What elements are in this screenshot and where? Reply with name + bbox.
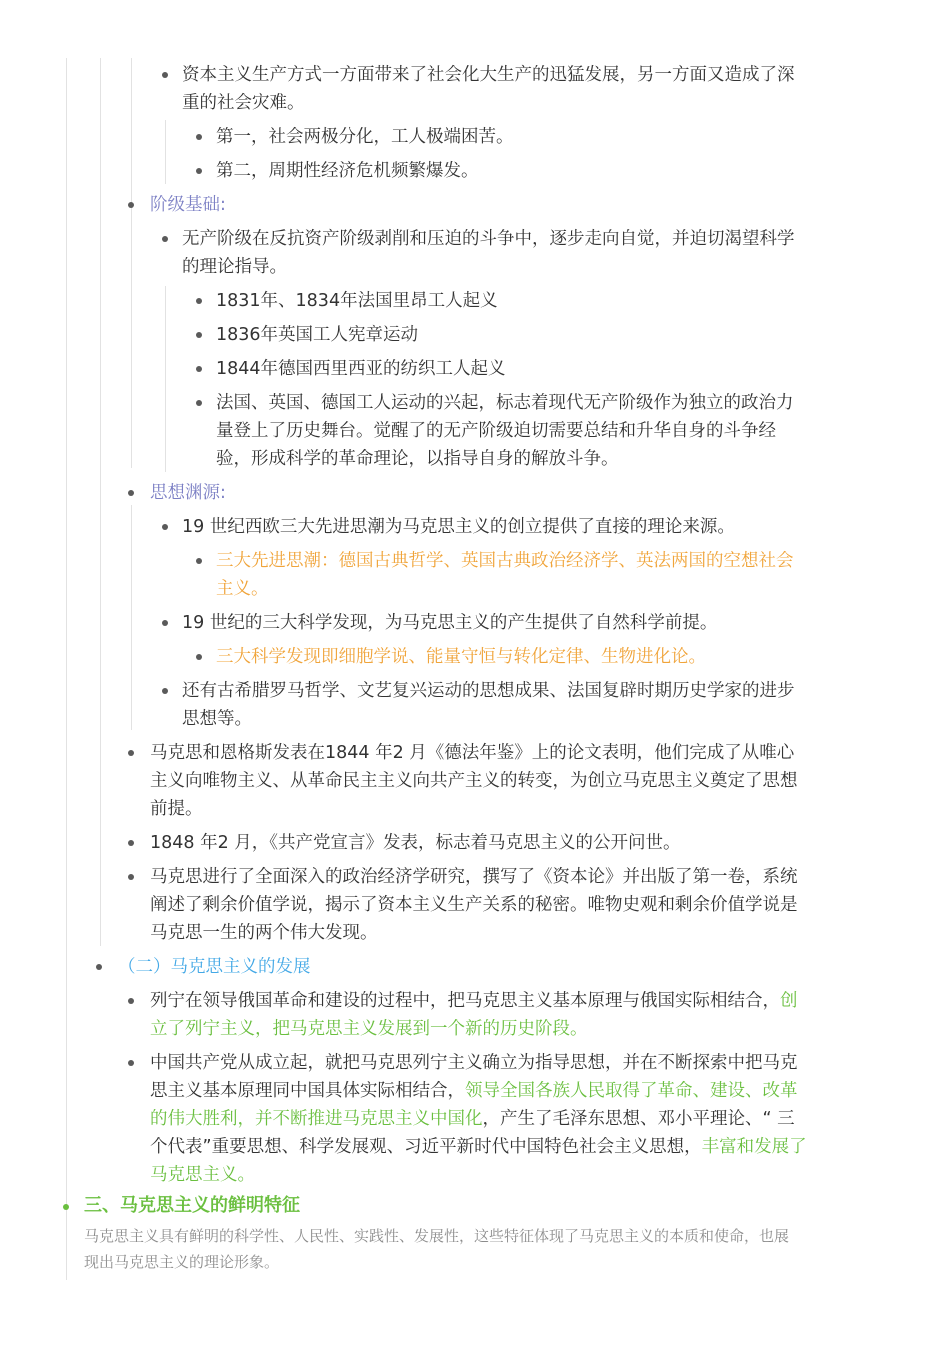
outline-guide-l2b <box>131 505 132 730</box>
subheading-ideological-origin: 思想渊源: <box>150 483 226 503</box>
list-item-text: 列宁在领导俄国革命和建设的过程中，把马克思主义基本原理与俄国实际相结合， <box>150 991 780 1011</box>
outline-guide-l2 <box>131 58 132 468</box>
list-item: 第一，社会两极分化，工人极端困苦。 <box>216 127 514 147</box>
bullet <box>128 840 134 846</box>
bullet <box>128 202 134 208</box>
section-description: 马克思主义具有鲜明的科学性、人民性、实践性、发展性，这些特征体现了马克思主义的本质和使命，也展现出马克思主义的理论形象。 <box>84 1227 790 1271</box>
highlight-text: 领导全国各族人民取得了革命、建设、改革的伟大胜利，并不断推进马克思主义中国化 <box>150 1081 798 1129</box>
list-item: 1831年、1834年法国里昂工人起义 <box>216 291 498 311</box>
bullet <box>196 654 202 660</box>
list-item <box>150 987 808 1043</box>
list-item: 第二，周期性经济危机频繁爆发。 <box>216 161 479 181</box>
bullet <box>196 168 202 174</box>
list-item: 19 世纪西欧三大先进思潮为马克思主义的创立提供了直接的理论来源。 <box>182 517 735 537</box>
list-item: 法国、英国、德国工人运动的兴起，标志着现代无产阶级作为独立的政治力量登上了历史舞台。觉醒了的无产阶级迫切需要总结和升华自身的斗争经验，形成科学的革命理论，以指导自身的解放斗争。 <box>216 393 794 469</box>
outline-guide-l3b <box>165 286 166 472</box>
outline-guide-l3a <box>165 120 166 184</box>
bullet <box>196 134 202 140</box>
bullet <box>196 558 202 564</box>
bullet <box>96 964 102 970</box>
section-heading-development: （二）马克思主义的发展 <box>118 957 311 977</box>
bullet <box>128 490 134 496</box>
bullet <box>162 620 168 626</box>
list-item <box>150 1049 808 1189</box>
bullet <box>63 1204 69 1210</box>
bullet <box>162 524 168 530</box>
bullet <box>196 332 202 338</box>
list-item: 1848 年2 月，《共产党宣言》发表，标志着马克思主义的公开问世。 <box>150 833 681 853</box>
outline-guide-l0 <box>66 58 67 1280</box>
highlight-text: 丰富和发展了马克思主义。 <box>150 1137 807 1185</box>
list-item: 无产阶级在反抗资产阶级剥削和压迫的斗争中，逐步走向自觉，并迫切渴望科学的理论指导。 <box>182 229 795 277</box>
bullet <box>196 366 202 372</box>
list-item-text: ，产生了毛泽东思想、邓小平理论、“ 三个代表”重要思想、科学发展观、习近平新时代中国特色社会主义思想， <box>150 1109 795 1157</box>
bullet <box>196 400 202 406</box>
subheading-class-basis: 阶级基础: <box>150 195 226 215</box>
bullet <box>196 298 202 304</box>
bullet <box>128 998 134 1004</box>
list-item: 19 世纪的三大科学发现，为马克思主义的产生提供了自然科学前提。 <box>182 613 718 633</box>
bullet <box>162 72 168 78</box>
bullet <box>162 236 168 242</box>
list-item: 资本主义生产方式一方面带来了社会化大生产的迅猛发展，另一方面又造成了深重的社会灾难。 <box>182 65 795 113</box>
section-heading-characteristics: 三、马克思主义的鲜明特征 <box>84 1195 300 1216</box>
list-item: 1836年英国工人宪章运动 <box>216 325 419 345</box>
list-item: 马克思进行了全面深入的政治经济学研究，撰写了《资本论》并出版了第一卷，系统阐述了剩余价值学说，揭示了资本主义生产关系的秘密。唯物史观和剩余价值学说是马克思一生的两个伟大发现。 <box>150 867 798 943</box>
bullet <box>128 750 134 756</box>
list-item: 马克思和恩格斯发表在1844 年2 月《德法年鉴》上的论文表明，他们完成了从唯心主义向唯物主义、从革命民主主义向共产主义的转变，为创立马克思主义奠定了思想前提。 <box>150 743 798 819</box>
bullet <box>162 688 168 694</box>
outline-guide-l1 <box>100 58 101 946</box>
highlight-text: 创立了列宁主义，把马克思主义发展到一个新的历史阶段。 <box>150 991 798 1039</box>
highlight-item: 三大科学发现即细胞学说、能量守恒与转化定律、生物进化论。 <box>216 647 706 667</box>
bullet <box>128 1060 134 1066</box>
list-item-text: 中国共产党从成立起，就把马克思列宁主义确立为指导思想，并在不断探索中把马克思主义基本原理同中国具体实际相结合， <box>150 1053 798 1101</box>
bullet <box>128 874 134 880</box>
highlight-item: 三大先进思潮：德国古典哲学、英国古典政治经济学、英法两国的空想社会主义。 <box>216 551 794 599</box>
list-item: 1844年德国西里西亚的纺织工人起义 <box>216 359 506 379</box>
list-item: 还有古希腊罗马哲学、文艺复兴运动的思想成果、法国复辟时期历史学家的进步思想等。 <box>182 681 795 729</box>
